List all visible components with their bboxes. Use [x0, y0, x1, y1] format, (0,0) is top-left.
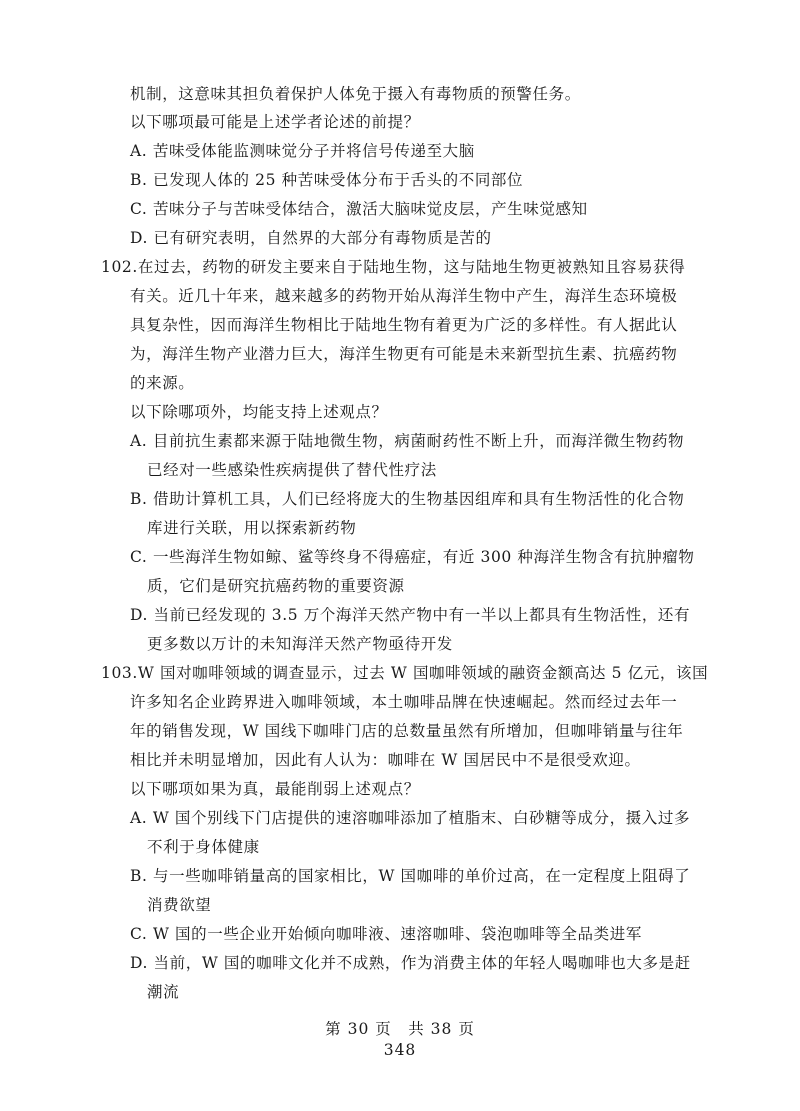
q101-prompt: 以下哪项最可能是上述学者论述的前提？	[130, 113, 420, 131]
q101-option-b: B. 已发现人体的 25 种苦味受体分布于舌头的不同部位	[130, 171, 524, 189]
q102-option-b: B. 借助计算机工具，人们已经将庞大的生物基因组库和具有生物活性的化合物	[130, 490, 685, 508]
q102-option-b-cont: 库进行关联，用以探索新药物	[147, 519, 357, 537]
q103-option-b: B. 与一些咖啡销量高的国家相比，W 国咖啡的单价过高，在一定程度上阻碍了	[130, 867, 691, 885]
page-indicator: 第 30 页 共 38 页	[325, 1020, 475, 1038]
q101-option-a: A. 苦味受体能监测味觉分子并将信号传递至大脑	[130, 142, 475, 160]
q102-option-a: A. 目前抗生素都来源于陆地微生物，病菌耐药性不断上升，而海洋微生物药物	[130, 432, 685, 450]
q102-stem-line: 具复杂性，因而海洋生物相比于陆地生物有着更为广泛的多样性。有人据此认	[130, 316, 678, 334]
q103-option-d-cont: 潮流	[147, 983, 180, 1001]
q103-prompt: 以下哪项如果为真，最能削弱上述观点？	[130, 780, 420, 798]
q103-option-a-cont: 不利于身体健康	[147, 838, 260, 856]
q103-option-d: D. 当前，W 国的咖啡文化并不成熟，作为消费主体的年轻人喝咖啡也大多是赶	[130, 954, 691, 972]
q101-option-c: C. 苦味分子与苦味受体结合，激活大脑味觉皮层，产生味觉感知	[130, 200, 588, 218]
q101-option-d: D. 已有研究表明，自然界的大部分有毒物质是苦的	[130, 229, 492, 247]
q103-option-b-cont: 消费欲望	[147, 896, 212, 914]
q102-stem-line: 有关。近几十年来，越来越多的药物开始从海洋生物中产生，海洋生态环境极	[130, 287, 678, 305]
page-number: 348	[383, 1041, 417, 1059]
q103-stem-line: 年的销售发现，W 国线下咖啡门店的总数量虽然有所增加，但咖啡销量与往年	[130, 722, 684, 740]
q103-option-a: A. W 国个别线下门店提供的速溶咖啡添加了植脂末、白砂糖等成分，摄入过多	[130, 809, 691, 827]
q103-stem-line: 103.W 国对咖啡领域的调查显示，过去 W 国咖啡领域的融资金额高达 5 亿元，该国	[101, 664, 709, 682]
q102-option-c: C. 一些海洋生物如鲸、鲨等终身不得癌症，有近 300 种海洋生物含有抗肿瘤物	[130, 548, 695, 566]
q102-option-a-cont: 已经对一些感染性疾病提供了替代性疗法	[147, 461, 437, 479]
q103-option-c: C. W 国的一些企业开始倾向咖啡液、速溶咖啡、袋泡咖啡等全品类进军	[130, 925, 642, 943]
q103-stem-line: 许多知名企业跨界进入咖啡领域，本土咖啡品牌在快速崛起。然而经过去年一	[130, 693, 678, 711]
q102-stem-line: 为，海洋生物产业潜力巨大，海洋生物更有可能是未来新型抗生素、抗癌药物	[130, 345, 678, 363]
q103-stem-line: 相比并未明显增加，因此有人认为：咖啡在 W 国居民中不是很受欢迎。	[130, 751, 641, 769]
q102-option-c-cont: 质，它们是研究抗癌药物的重要资源	[147, 577, 405, 595]
q101-stem-continuation: 机制，这意味其担负着保护人体免于摄入有毒物质的预警任务。	[130, 85, 581, 103]
q102-prompt: 以下除哪项外，均能支持上述观点？	[130, 403, 388, 421]
q102-stem-line: 102.在过去，药物的研发主要来自于陆地生物，这与陆地生物更被熟知且容易获得	[101, 258, 686, 276]
q102-stem-line: 的来源。	[130, 374, 195, 392]
q102-option-d: D. 当前已经发现的 3.5 万个海洋天然产物中有一半以上都具有生物活性，还有	[130, 606, 691, 624]
q102-option-d-cont: 更多数以万计的未知海洋天然产物亟待开发	[147, 635, 453, 653]
